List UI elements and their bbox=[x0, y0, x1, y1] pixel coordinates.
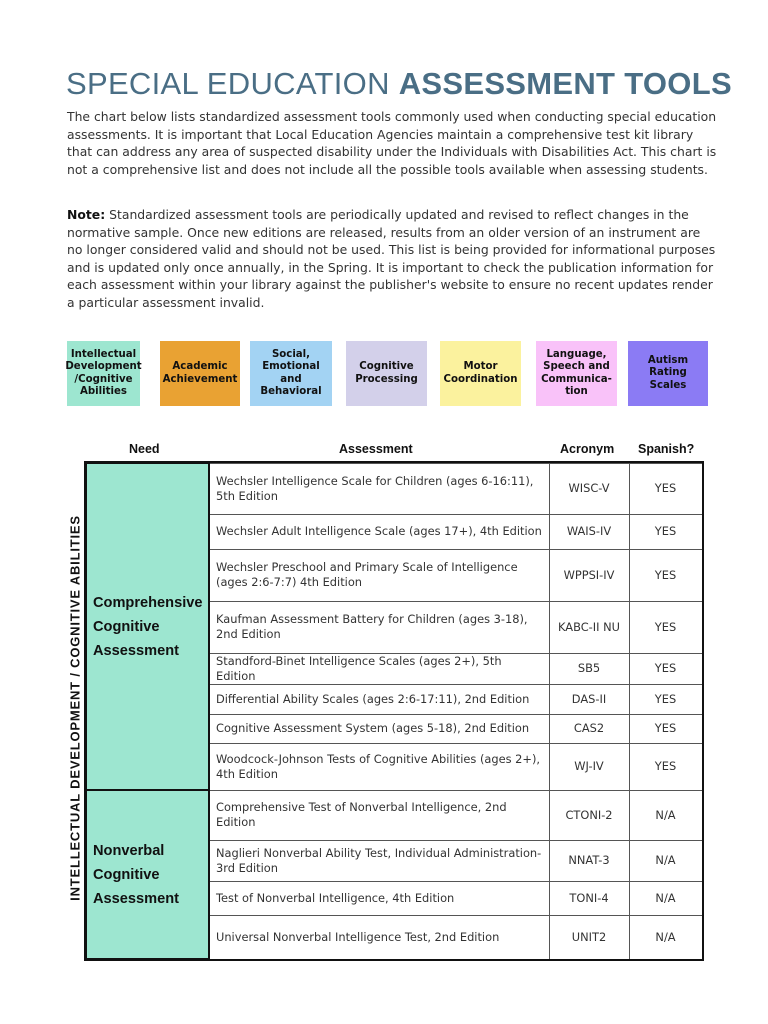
spanish-cell: YES bbox=[629, 601, 702, 653]
category-box: Cognitive Processing bbox=[346, 341, 427, 406]
need-cell: Comprehensive Cognitive Assessment bbox=[86, 463, 209, 790]
title-light: SPECIAL EDUCATION bbox=[66, 66, 390, 101]
spanish-cell: YES bbox=[629, 463, 702, 514]
acronym-cell: WAIS-IV bbox=[549, 514, 629, 549]
page-title bbox=[66, 66, 732, 102]
category-box: Intellectual Development /Cognitive Abilities bbox=[67, 341, 140, 406]
assessment-cell: Naglieri Nonverbal Ability Test, Individual Administration-3rd Edition bbox=[209, 840, 549, 881]
col-header-spanish: Spanish? bbox=[638, 442, 695, 456]
assessment-cell: Differential Ability Scales (ages 2:6-17:11), 2nd Edition bbox=[209, 684, 549, 714]
intro-paragraph: The chart below lists standardized assessment tools commonly used when conducting special education assessments. It is important that Local Education Agencies maintain a comprehensive test kit library that can address any area of suspected disability under the Individuals with Disabilities Act. This chart is not a comprehensive list and does not include all the possible tools available when assessing students. bbox=[67, 109, 717, 177]
assessment-cell: Wechsler Adult Intelligence Scale (ages 17+), 4th Edition bbox=[209, 514, 549, 549]
acronym-cell: CAS2 bbox=[549, 714, 629, 743]
note-paragraph bbox=[67, 206, 717, 312]
col-header-need: Need bbox=[129, 442, 160, 456]
acronym-cell: NNAT-3 bbox=[549, 840, 629, 881]
acronym-cell: UNIT2 bbox=[549, 915, 629, 959]
assessment-cell: Standford-Binet Intelligence Scales (ages 2+), 5th Edition bbox=[209, 653, 549, 684]
acronym-cell: WJ-IV bbox=[549, 743, 629, 790]
spanish-cell: YES bbox=[629, 714, 702, 743]
spanish-cell: N/A bbox=[629, 790, 702, 840]
assessment-table bbox=[85, 462, 703, 960]
spanish-cell: N/A bbox=[629, 915, 702, 959]
note-label: Note: bbox=[67, 207, 106, 222]
table-row bbox=[86, 790, 702, 840]
acronym-cell: KABC-II NU bbox=[549, 601, 629, 653]
spanish-cell: N/A bbox=[629, 840, 702, 881]
category-box: Social, Emotional and Behavioral bbox=[250, 341, 332, 406]
need-cell: Nonverbal Cognitive Assessment bbox=[86, 790, 209, 959]
spanish-cell: YES bbox=[629, 514, 702, 549]
acronym-cell: DAS-II bbox=[549, 684, 629, 714]
col-header-assessment: Assessment bbox=[339, 442, 413, 456]
assessment-cell: Cognitive Assessment System (ages 5-18), 2nd Edition bbox=[209, 714, 549, 743]
assessment-cell: Wechsler Intelligence Scale for Children (ages 6-16:11), 5th Edition bbox=[209, 463, 549, 514]
category-box: Motor Coordination bbox=[440, 341, 521, 406]
table-row bbox=[86, 463, 702, 514]
assessment-cell: Test of Nonverbal Intelligence, 4th Edition bbox=[209, 881, 549, 915]
acronym-cell: CTONI-2 bbox=[549, 790, 629, 840]
acronym-cell: WISC-V bbox=[549, 463, 629, 514]
assessment-cell: Wechsler Preschool and Primary Scale of Intelligence (ages 2:6-7:7) 4th Edition bbox=[209, 549, 549, 601]
spanish-cell: YES bbox=[629, 653, 702, 684]
spanish-cell: YES bbox=[629, 743, 702, 790]
title-bold: ASSESSMENT TOOLS bbox=[398, 66, 732, 101]
category-box: Autism Rating Scales bbox=[628, 341, 708, 406]
acronym-cell: WPPSI-IV bbox=[549, 549, 629, 601]
spanish-cell: YES bbox=[629, 684, 702, 714]
spanish-cell: YES bbox=[629, 549, 702, 601]
note-text: Standardized assessment tools are periodically updated and revised to reflect changes in the normative sample. Once new editions are released, results from an older version of an instrument are no longer considered valid and should not be used. This list is being provided for informational purposes and is updated only once annually, in the Spring. It is important to check the publication information for each assessment within your library against the publisher's website to ensure no recent updates render a particular assessment invalid. bbox=[67, 207, 716, 310]
acronym-cell: TONI-4 bbox=[549, 881, 629, 915]
assessment-cell: Comprehensive Test of Nonverbal Intelligence, 2nd Edition bbox=[209, 790, 549, 840]
assessment-cell: Kaufman Assessment Battery for Children (ages 3-18), 2nd Edition bbox=[209, 601, 549, 653]
category-box: Academic Achievement bbox=[160, 341, 240, 406]
category-box: Language, Speech and Communica-tion bbox=[536, 341, 617, 406]
side-section-label: INTELLECTUAL DEVELOPMENT / COGNITIVE ABILITIES bbox=[67, 515, 83, 901]
acronym-cell: SB5 bbox=[549, 653, 629, 684]
assessment-cell: Universal Nonverbal Intelligence Test, 2nd Edition bbox=[209, 915, 549, 959]
col-header-acronym: Acronym bbox=[560, 442, 615, 456]
assessment-cell: Woodcock-Johnson Tests of Cognitive Abilities (ages 2+), 4th Edition bbox=[209, 743, 549, 790]
spanish-cell: N/A bbox=[629, 881, 702, 915]
